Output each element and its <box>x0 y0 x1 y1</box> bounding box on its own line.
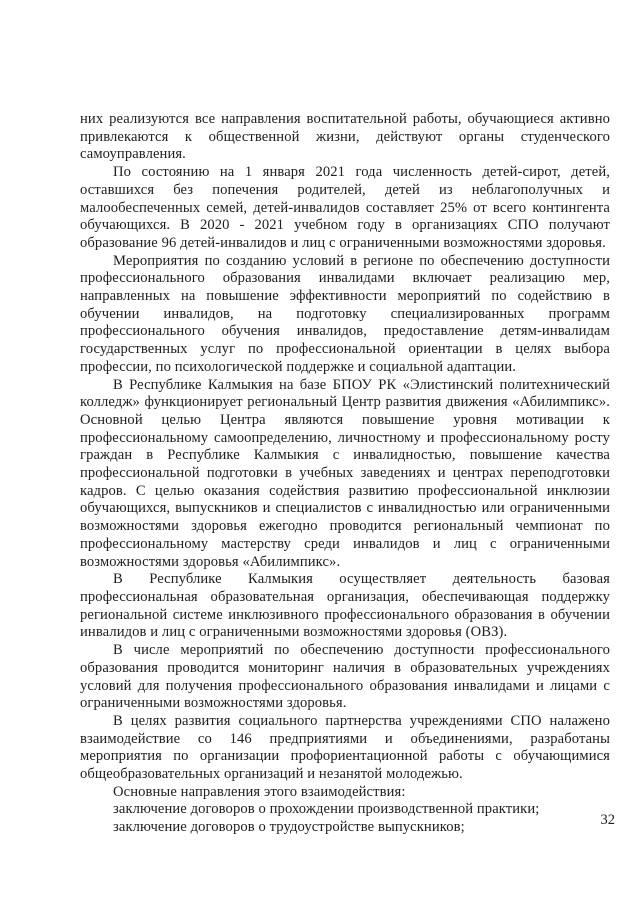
page-number: 32 <box>600 812 615 828</box>
paragraph-continuation: них реализуются все направления воспитательной работы, обучающиеся активно привлекаются к общественной жизни, действуют органы студенческого самоуправления. <box>80 111 610 163</box>
paragraph-accessibility-measures: Мероприятия по созданию условий в регионе по обеспечению доступности профессионального образования инвалидами включает реализацию мер, направленных на повышение эффективности мероприятий по содействию в обучении инвалидов, на подготовку специализированных программ профессионального обучения инвалидов, предоставление детям-инвалидам государственных услуг по профессиональной ориентации в целях выбора профессии, по психологической поддержке и социальной адаптации. <box>80 252 610 375</box>
paragraph-social-partnership: В целях развития социального партнерства учреждениями СПО налажено взаимодействие со 146 предприятиями и объединениями, разработаны мероприятия по организации профориентационной работы с обучающимися общеобразовательных организаций и незанятой молодежью. <box>80 712 610 783</box>
paragraph-abilympics-center: В Республике Калмыкия на базе БПОУ РК «Элистинский политехнический колледж» функционирует региональный Центр развития движения «Абилимпикс». Основной целью Центра являются повышение уровня мотивации к профессиональному самоопределению, личностному и профессиональному росту граждан в Республике Калмыкия с инвалидностью, повышение качества профессиональной подготовки в учебных заведениях и центрах переподготовки кадров. С целью оказания содействия развитию профессиональной инклюзии обучающихся, выпускников и специалистов с инвалидностью или ограниченными возможностями здоровья ежегодно проводится региональный чемпионат по профессиональному мастерству среди инвалидов и лиц с ограниченными возможностями здоровья «Абилимпикс». <box>80 376 610 570</box>
body-text <box>80 111 610 837</box>
paragraph-monitoring: В числе мероприятий по обеспечению доступности профессионального образования проводится мониторинг наличия в образовательных учреждениях условий для получения профессионального образования инвалидами и лицами с ограниченными возможностями здоровья. <box>80 642 610 712</box>
paragraph-orphans-statistics: По состоянию на 1 января 2021 года численность детей-сирот, детей, оставшихся без попечения родителей, детей из неблагополучных и малообеспеченных семей, детей-инвалидов составляет 25% от всего контингента обучающихся. В 2020 - 2021 учебном году в организациях СПО получают образование 96 детей-инвалидов и лиц с ограниченными возможностями здоровья. <box>80 164 610 251</box>
paragraph-main-directions: Основные направления этого взаимодействия: <box>113 783 406 800</box>
paragraph-base-organization: В Республике Калмыкия осуществляет деятельность базовая профессиональная образовательная организация, обеспечивающая поддержку региональной системе инклюзивного профессионального образования в обучении инвалидов и лиц с ограниченными возможностями здоровья (ОВЗ). <box>80 571 610 641</box>
list-item-practice-contracts: заключение договоров о прохождении производственной практики; <box>113 801 540 818</box>
list-item-employment-contracts: заключение договоров о трудоустройстве выпускников; <box>113 819 465 836</box>
